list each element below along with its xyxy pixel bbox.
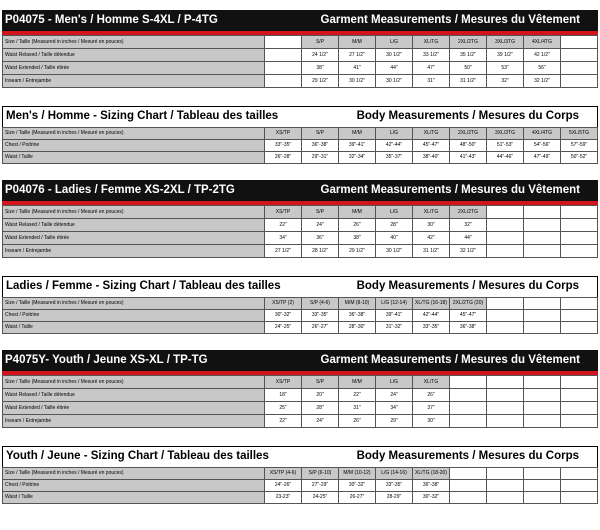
size-header-cell: S/P bbox=[302, 206, 339, 219]
size-header-cell: M/M (10-12) bbox=[339, 468, 376, 480]
table-cell bbox=[561, 219, 598, 232]
table-cell: 30 1/2" bbox=[339, 75, 376, 88]
header-label-cell: Size / Taille (Measured in inches / Mesuré en pouces) bbox=[3, 128, 265, 140]
section-header bbox=[2, 350, 598, 371]
table-cell bbox=[561, 322, 598, 334]
table-cell bbox=[487, 322, 524, 334]
size-header-cell bbox=[524, 206, 561, 219]
section-subtitle: Garment Measurements / Mesures du Vêtement bbox=[320, 183, 580, 196]
table-cell: 32" bbox=[487, 75, 524, 88]
table-cell: 54"-56" bbox=[524, 140, 561, 152]
table-cell: 26" bbox=[413, 389, 450, 402]
section-subtitle: Body Measurements / Mesures du Corps bbox=[356, 110, 579, 123]
table-cell: 31"-32" bbox=[376, 322, 413, 334]
size-header-cell bbox=[524, 298, 561, 310]
table-cell: 57"-59" bbox=[561, 140, 598, 152]
table-cell: 22" bbox=[265, 415, 302, 428]
measurement-table bbox=[2, 375, 598, 428]
size-header-cell bbox=[487, 206, 524, 219]
size-header-cell bbox=[487, 468, 524, 480]
table-cell: 56" bbox=[524, 62, 561, 75]
table-cell: 32" bbox=[450, 219, 487, 232]
table-cell bbox=[450, 480, 487, 492]
table-cell: 36"-38" bbox=[339, 310, 376, 322]
size-header-cell: M/M bbox=[339, 36, 376, 49]
size-header-cell bbox=[265, 36, 302, 49]
size-header-cell: S/P (6-10) bbox=[302, 468, 339, 480]
row-label-cell: Waist Extended / Taille étirée bbox=[3, 402, 265, 415]
table-cell: 42"-44" bbox=[413, 310, 450, 322]
section-subtitle: Garment Measurements / Mesures du Vêtement bbox=[320, 13, 580, 26]
table-cell: 51"-53" bbox=[487, 140, 524, 152]
table-cell: 30 1/2" bbox=[376, 49, 413, 62]
table-cell: 33"-35" bbox=[265, 140, 302, 152]
table-cell: 33"-35" bbox=[302, 310, 339, 322]
table-cell bbox=[524, 402, 561, 415]
table-cell: 29 1/2" bbox=[339, 245, 376, 258]
size-header-cell: M/M bbox=[339, 206, 376, 219]
table-cell: 47" bbox=[413, 62, 450, 75]
table-cell: 42"-44" bbox=[376, 140, 413, 152]
table-cell: 42" bbox=[413, 232, 450, 245]
measurement-table bbox=[2, 35, 598, 88]
table-cell bbox=[265, 75, 302, 88]
table-cell bbox=[561, 62, 598, 75]
section-title: P04076 - Ladies / Femme XS-2XL / TP-2TG bbox=[5, 183, 235, 196]
row-label-cell: Inseam / Entrejambe bbox=[3, 75, 265, 88]
section-title: Men's / Homme - Sizing Chart / Tableau des tailles bbox=[6, 110, 279, 123]
size-header-cell: XL/TG bbox=[413, 128, 450, 140]
table-cell bbox=[561, 245, 598, 258]
youth-sizing-chart bbox=[2, 446, 598, 504]
size-header-cell: XS/TP (4-6) bbox=[265, 468, 302, 480]
table-cell: 26"-28" bbox=[265, 152, 302, 164]
table-cell bbox=[524, 415, 561, 428]
table-cell: 26"-27" bbox=[302, 322, 339, 334]
table-cell: 34" bbox=[376, 402, 413, 415]
table-cell: 24-25" bbox=[302, 492, 339, 504]
section-header bbox=[2, 180, 598, 201]
table-cell bbox=[561, 75, 598, 88]
table-cell: 24"-26" bbox=[265, 480, 302, 492]
size-header-cell: 3XL/3TG bbox=[487, 128, 524, 140]
section-header bbox=[2, 106, 598, 127]
row-label-cell: Waist Extended / Taille étirée bbox=[3, 232, 265, 245]
table-cell bbox=[487, 415, 524, 428]
size-header-cell: 4XL/4TG bbox=[524, 36, 561, 49]
table-cell bbox=[450, 415, 487, 428]
table-cell: 30"-32" bbox=[339, 480, 376, 492]
table-cell: 31" bbox=[413, 75, 450, 88]
table-cell: 38"-40" bbox=[413, 152, 450, 164]
size-header-cell: L/G (14-16) bbox=[376, 468, 413, 480]
size-header-cell: L/G bbox=[376, 128, 413, 140]
table-cell bbox=[561, 389, 598, 402]
table-cell: 45"-47" bbox=[450, 310, 487, 322]
table-cell: 28 1/2" bbox=[302, 245, 339, 258]
size-header-cell bbox=[524, 376, 561, 389]
table-cell: 32 1/2" bbox=[450, 245, 487, 258]
table-cell: 41" bbox=[339, 62, 376, 75]
table-cell: 44"-46" bbox=[487, 152, 524, 164]
table-cell: 53" bbox=[487, 62, 524, 75]
size-header-cell: M/M bbox=[339, 128, 376, 140]
header-label-cell: Size / Taille (Measured in inches / Mesuré en pouces) bbox=[3, 298, 265, 310]
size-header-cell bbox=[561, 206, 598, 219]
section-title: P04075 - Men's / Homme S-4XL / P-4TG bbox=[5, 13, 218, 26]
row-label-cell: Waist Extended / Taille étirée bbox=[3, 62, 265, 75]
youth-garment-measurements bbox=[2, 350, 598, 428]
row-label-cell: Waist Relaxed / Taille détendue bbox=[3, 219, 265, 232]
table-cell: 20" bbox=[302, 389, 339, 402]
size-header-cell: L/G bbox=[376, 376, 413, 389]
table-cell bbox=[265, 49, 302, 62]
table-cell bbox=[487, 389, 524, 402]
table-cell: 29 1/2" bbox=[302, 75, 339, 88]
table-cell: 35"-37" bbox=[376, 152, 413, 164]
row-label-cell: Waist / Taille bbox=[3, 322, 265, 334]
size-header-cell bbox=[487, 376, 524, 389]
table-cell bbox=[561, 402, 598, 415]
size-header-cell bbox=[561, 376, 598, 389]
table-cell bbox=[487, 245, 524, 258]
table-cell: 44" bbox=[376, 62, 413, 75]
table-cell: 24 1/2" bbox=[302, 49, 339, 62]
header-label-cell: Size / Taille (Measured in inches / Mesuré en pouces) bbox=[3, 376, 265, 389]
table-cell: 48"-50" bbox=[450, 140, 487, 152]
measurement-table bbox=[2, 127, 598, 164]
table-cell: 32"-34" bbox=[339, 152, 376, 164]
size-header-cell bbox=[561, 298, 598, 310]
size-header-cell bbox=[561, 468, 598, 480]
table-cell: 38" bbox=[339, 232, 376, 245]
table-cell: 30" bbox=[413, 415, 450, 428]
size-header-cell: XL/TG bbox=[413, 206, 450, 219]
row-label-cell: Waist / Taille bbox=[3, 152, 265, 164]
table-cell: 40" bbox=[376, 232, 413, 245]
table-cell bbox=[487, 232, 524, 245]
size-header-cell: S/P (4-6) bbox=[302, 298, 339, 310]
table-cell: 31 1/2" bbox=[413, 245, 450, 258]
table-cell bbox=[450, 402, 487, 415]
size-header-cell: XL/TG bbox=[413, 376, 450, 389]
row-label-cell: Waist Relaxed / Taille détendue bbox=[3, 49, 265, 62]
size-header-cell: XL/TG bbox=[413, 36, 450, 49]
size-header-cell bbox=[450, 376, 487, 389]
row-label-cell: Inseam / Entrejambe bbox=[3, 415, 265, 428]
section-header bbox=[2, 10, 598, 31]
table-cell: 23-23" bbox=[265, 492, 302, 504]
measurement-table bbox=[2, 205, 598, 258]
size-header-cell bbox=[524, 468, 561, 480]
table-cell bbox=[524, 232, 561, 245]
table-cell: 24" bbox=[376, 389, 413, 402]
size-header-cell: L/G bbox=[376, 206, 413, 219]
size-header-cell bbox=[450, 468, 487, 480]
section-subtitle: Garment Measurements / Mesures du Vêtement bbox=[320, 353, 580, 366]
header-label-cell: Size / Taille (Measured in inches / Mesuré en pouces) bbox=[3, 36, 265, 49]
table-cell bbox=[524, 310, 561, 322]
table-cell: 25" bbox=[265, 402, 302, 415]
row-label-cell: Waist Relaxed / Taille détendue bbox=[3, 389, 265, 402]
table-cell: 18" bbox=[265, 389, 302, 402]
size-header-cell bbox=[561, 36, 598, 49]
table-cell: 30"-32" bbox=[413, 492, 450, 504]
size-header-cell: S/P bbox=[302, 36, 339, 49]
table-cell bbox=[561, 310, 598, 322]
table-cell: 36" bbox=[302, 232, 339, 245]
ladies-garment-measurements bbox=[2, 180, 598, 258]
table-cell: 29" bbox=[376, 415, 413, 428]
section-title: Youth / Jeune - Sizing Chart / Tableau des tailles bbox=[6, 450, 269, 463]
table-cell: 34" bbox=[265, 232, 302, 245]
section-title: P4075Y- Youth / Jeune XS-XL / TP-TG bbox=[5, 353, 208, 366]
table-cell: 44" bbox=[450, 232, 487, 245]
table-cell: 27"-29" bbox=[302, 480, 339, 492]
table-cell: 26" bbox=[339, 415, 376, 428]
section-subtitle: Body Measurements / Mesures du Corps bbox=[356, 280, 579, 293]
size-header-cell: S/P bbox=[302, 376, 339, 389]
table-cell: 39"-41" bbox=[376, 310, 413, 322]
table-cell: 26-27" bbox=[339, 492, 376, 504]
size-header-cell: XS/TP bbox=[265, 206, 302, 219]
table-cell: 27 1/2" bbox=[265, 245, 302, 258]
table-cell: 22" bbox=[339, 389, 376, 402]
table-cell bbox=[524, 389, 561, 402]
table-cell: 30"-32" bbox=[265, 310, 302, 322]
measurement-table bbox=[2, 297, 598, 334]
size-header-cell: M/M (8-10) bbox=[339, 298, 376, 310]
section-header bbox=[2, 276, 598, 297]
table-cell bbox=[450, 492, 487, 504]
table-cell: 33"-35" bbox=[376, 480, 413, 492]
mens-sizing-chart bbox=[2, 106, 598, 164]
table-cell bbox=[487, 402, 524, 415]
size-header-cell: XL/TG (18-20) bbox=[413, 468, 450, 480]
size-header-cell: XS/TP bbox=[265, 376, 302, 389]
table-cell bbox=[524, 245, 561, 258]
table-cell: 36"-38" bbox=[413, 480, 450, 492]
size-header-cell: 5XL/5TG bbox=[561, 128, 598, 140]
header-label-cell: Size / Taille (Measured in inches / Mesuré en pouces) bbox=[3, 206, 265, 219]
row-label-cell: Waist / Taille bbox=[3, 492, 265, 504]
size-header-cell: L/G (12-14) bbox=[376, 298, 413, 310]
table-cell bbox=[487, 480, 524, 492]
size-header-cell: XS/TP (2) bbox=[265, 298, 302, 310]
table-cell: 50" bbox=[450, 62, 487, 75]
table-cell: 22" bbox=[265, 219, 302, 232]
size-header-cell: L/G bbox=[376, 36, 413, 49]
table-cell bbox=[487, 492, 524, 504]
table-cell: 37" bbox=[413, 402, 450, 415]
table-cell bbox=[561, 49, 598, 62]
row-label-cell: Chest / Poitrine bbox=[3, 480, 265, 492]
size-header-cell: 2XL/2TG bbox=[450, 206, 487, 219]
table-cell: 35 1/2" bbox=[450, 49, 487, 62]
table-cell: 31 1/2" bbox=[450, 75, 487, 88]
size-header-cell: M/M bbox=[339, 376, 376, 389]
table-cell: 28" bbox=[302, 402, 339, 415]
mens-garment-measurements bbox=[2, 10, 598, 88]
table-cell: 32 1/2" bbox=[524, 75, 561, 88]
size-header-cell: 4XL/4TG bbox=[524, 128, 561, 140]
table-cell bbox=[524, 322, 561, 334]
table-cell: 31" bbox=[339, 402, 376, 415]
size-header-cell: XL/TG (16-18) bbox=[413, 298, 450, 310]
table-cell bbox=[561, 480, 598, 492]
size-header-cell: 2XL/2TG bbox=[450, 128, 487, 140]
table-cell: 29"-31" bbox=[302, 152, 339, 164]
table-cell bbox=[524, 219, 561, 232]
row-label-cell: Inseam / Entrejambe bbox=[3, 245, 265, 258]
row-label-cell: Chest / Poitrine bbox=[3, 140, 265, 152]
table-cell: 30 1/2" bbox=[376, 75, 413, 88]
table-cell bbox=[561, 415, 598, 428]
table-cell: 47"-49" bbox=[524, 152, 561, 164]
section-header bbox=[2, 446, 598, 467]
table-cell: 50"-52" bbox=[561, 152, 598, 164]
row-label-cell: Chest / Poitrine bbox=[3, 310, 265, 322]
table-cell: 24"-25" bbox=[265, 322, 302, 334]
table-cell: 41"-43" bbox=[450, 152, 487, 164]
table-cell: 27 1/2" bbox=[339, 49, 376, 62]
table-cell: 33 1/2" bbox=[413, 49, 450, 62]
header-label-cell: Size / Taille (Measured in inches / Mesuré en pouces) bbox=[3, 468, 265, 480]
table-cell bbox=[524, 492, 561, 504]
table-cell: 42 1/2" bbox=[524, 49, 561, 62]
size-header-cell: XS/TP bbox=[265, 128, 302, 140]
table-cell: 28" bbox=[376, 219, 413, 232]
table-cell: 39 1/2" bbox=[487, 49, 524, 62]
table-cell: 36"-38" bbox=[302, 140, 339, 152]
table-cell bbox=[265, 62, 302, 75]
table-cell: 24" bbox=[302, 219, 339, 232]
size-header-cell: 3XL/3TG bbox=[487, 36, 524, 49]
table-cell: 28"-30" bbox=[339, 322, 376, 334]
table-cell: 38" bbox=[302, 62, 339, 75]
ladies-sizing-chart bbox=[2, 276, 598, 334]
section-title: Ladies / Femme - Sizing Chart / Tableau des tailles bbox=[6, 280, 281, 293]
size-header-cell: S/P bbox=[302, 128, 339, 140]
table-cell: 39"-41" bbox=[339, 140, 376, 152]
table-cell bbox=[487, 219, 524, 232]
size-header-cell: 2XL/2TG (20) bbox=[450, 298, 487, 310]
table-cell: 26" bbox=[339, 219, 376, 232]
table-cell: 30" bbox=[413, 219, 450, 232]
section-subtitle: Body Measurements / Mesures du Corps bbox=[356, 450, 579, 463]
table-cell bbox=[450, 389, 487, 402]
table-cell: 33"-35" bbox=[413, 322, 450, 334]
table-cell: 30 1/2" bbox=[376, 245, 413, 258]
table-cell bbox=[487, 310, 524, 322]
table-cell: 28-29" bbox=[376, 492, 413, 504]
table-cell bbox=[561, 492, 598, 504]
size-header-cell bbox=[487, 298, 524, 310]
size-header-cell: 2XL/2TG bbox=[450, 36, 487, 49]
measurement-table bbox=[2, 467, 598, 504]
table-cell bbox=[524, 480, 561, 492]
table-cell bbox=[561, 232, 598, 245]
table-cell: 24" bbox=[302, 415, 339, 428]
table-cell: 36"-38" bbox=[450, 322, 487, 334]
table-cell: 45"-47" bbox=[413, 140, 450, 152]
